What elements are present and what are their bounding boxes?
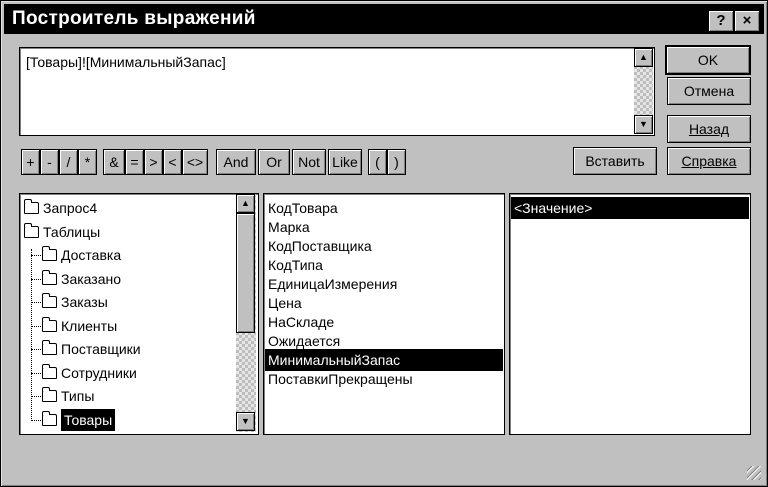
operator-button[interactable]: <> — [182, 149, 208, 175]
folder-open-icon — [42, 414, 57, 426]
folder-icon — [42, 273, 57, 285]
values-list[interactable] — [509, 193, 751, 435]
field-item[interactable]: Марка — [268, 219, 310, 235]
window-title: Построитель выражений — [12, 8, 256, 29]
title-bar — [4, 4, 764, 34]
object-tree[interactable] — [19, 193, 259, 435]
tree-item-label: Товары — [61, 409, 115, 431]
field-item[interactable]: Цена — [268, 295, 302, 311]
operator-button[interactable]: And — [216, 149, 256, 175]
expression-scrollbar[interactable] — [634, 48, 653, 134]
help-label: Справка — [681, 153, 737, 169]
tree-item-label: Типы — [61, 388, 95, 404]
scroll-up-icon[interactable]: ▲ — [634, 48, 653, 67]
operator-button[interactable]: & — [103, 149, 125, 175]
folder-icon — [42, 320, 57, 332]
tree-item-label: Клиенты — [61, 317, 118, 334]
help-button[interactable] — [667, 147, 751, 175]
tree-item[interactable] — [42, 315, 117, 337]
back-button[interactable] — [667, 115, 751, 143]
tree-item[interactable] — [42, 268, 121, 290]
folder-icon — [24, 202, 39, 214]
expression-text: [Товары]![МинимальныйЗапас] — [26, 54, 226, 70]
operator-button[interactable]: Like — [328, 149, 362, 175]
tree-item[interactable] — [42, 385, 94, 407]
folder-icon — [42, 249, 57, 261]
operator-button[interactable]: = — [125, 149, 144, 175]
tree-item[interactable] — [42, 409, 115, 431]
fields-list[interactable] — [263, 193, 505, 435]
field-item[interactable]: Ожидается — [268, 333, 341, 349]
field-item[interactable]: МинимальныйЗапас — [265, 349, 503, 371]
folder-icon — [42, 367, 57, 379]
tree-item-label: Сотрудники — [61, 364, 137, 381]
cancel-button[interactable]: Отмена — [667, 77, 751, 105]
tree-scrollbar[interactable] — [236, 194, 256, 432]
tree-item-label: Заказано — [61, 270, 122, 287]
folder-icon — [42, 390, 57, 402]
tree-item-label: Поставщики — [61, 341, 141, 357]
folder-icon — [42, 296, 57, 308]
tree-item-label: Заказы — [61, 294, 108, 310]
tree-item[interactable] — [42, 338, 141, 360]
back-label: Назад — [688, 121, 730, 137]
tree-item[interactable] — [42, 291, 108, 313]
operator-button[interactable]: ) — [387, 149, 406, 175]
folder-minus-icon — [24, 226, 39, 238]
tree-item[interactable] — [24, 221, 100, 243]
tree-item[interactable] — [42, 362, 137, 384]
scroll-thumb[interactable] — [236, 213, 255, 333]
operator-button[interactable]: / — [59, 149, 78, 175]
tree-item-label: Запрос4 — [43, 200, 98, 216]
resize-grip-icon[interactable] — [747, 466, 761, 480]
tree-item[interactable] — [24, 197, 97, 219]
scroll-down-icon[interactable]: ▼ — [236, 412, 255, 431]
scroll-down-icon[interactable]: ▼ — [634, 115, 653, 134]
field-item[interactable]: КодТовара — [268, 200, 338, 216]
insert-button[interactable]: Вставить — [573, 147, 657, 175]
operator-button[interactable]: * — [78, 149, 97, 175]
tree-item-label: Таблицы — [43, 223, 101, 240]
operator-button[interactable]: Or — [258, 149, 290, 175]
field-item[interactable]: ЕдиницаИзмерения — [268, 276, 398, 292]
expression-box[interactable] — [19, 47, 655, 136]
ok-button[interactable]: OK — [665, 45, 751, 75]
value-item[interactable]: <Значение> — [511, 197, 749, 219]
tree-item[interactable] — [42, 244, 121, 266]
scroll-up-icon[interactable]: ▲ — [236, 194, 255, 213]
tree-item-label: Доставка — [61, 247, 122, 263]
close-button[interactable]: × — [734, 10, 760, 32]
operator-button[interactable]: ( — [368, 149, 387, 175]
help-title-button[interactable]: ? — [708, 10, 734, 32]
operator-button[interactable]: > — [144, 149, 163, 175]
field-item[interactable]: ПоставкиПрекращены — [268, 371, 413, 387]
operator-button[interactable]: Not — [292, 149, 326, 175]
operator-button[interactable]: < — [163, 149, 182, 175]
operator-button[interactable]: - — [40, 149, 59, 175]
folder-icon — [42, 343, 57, 355]
field-item[interactable]: КодТипа — [268, 257, 323, 273]
field-item[interactable]: КодПоставщика — [268, 238, 372, 254]
field-item[interactable]: НаСкладе — [268, 314, 335, 330]
operator-button[interactable]: + — [21, 149, 40, 175]
